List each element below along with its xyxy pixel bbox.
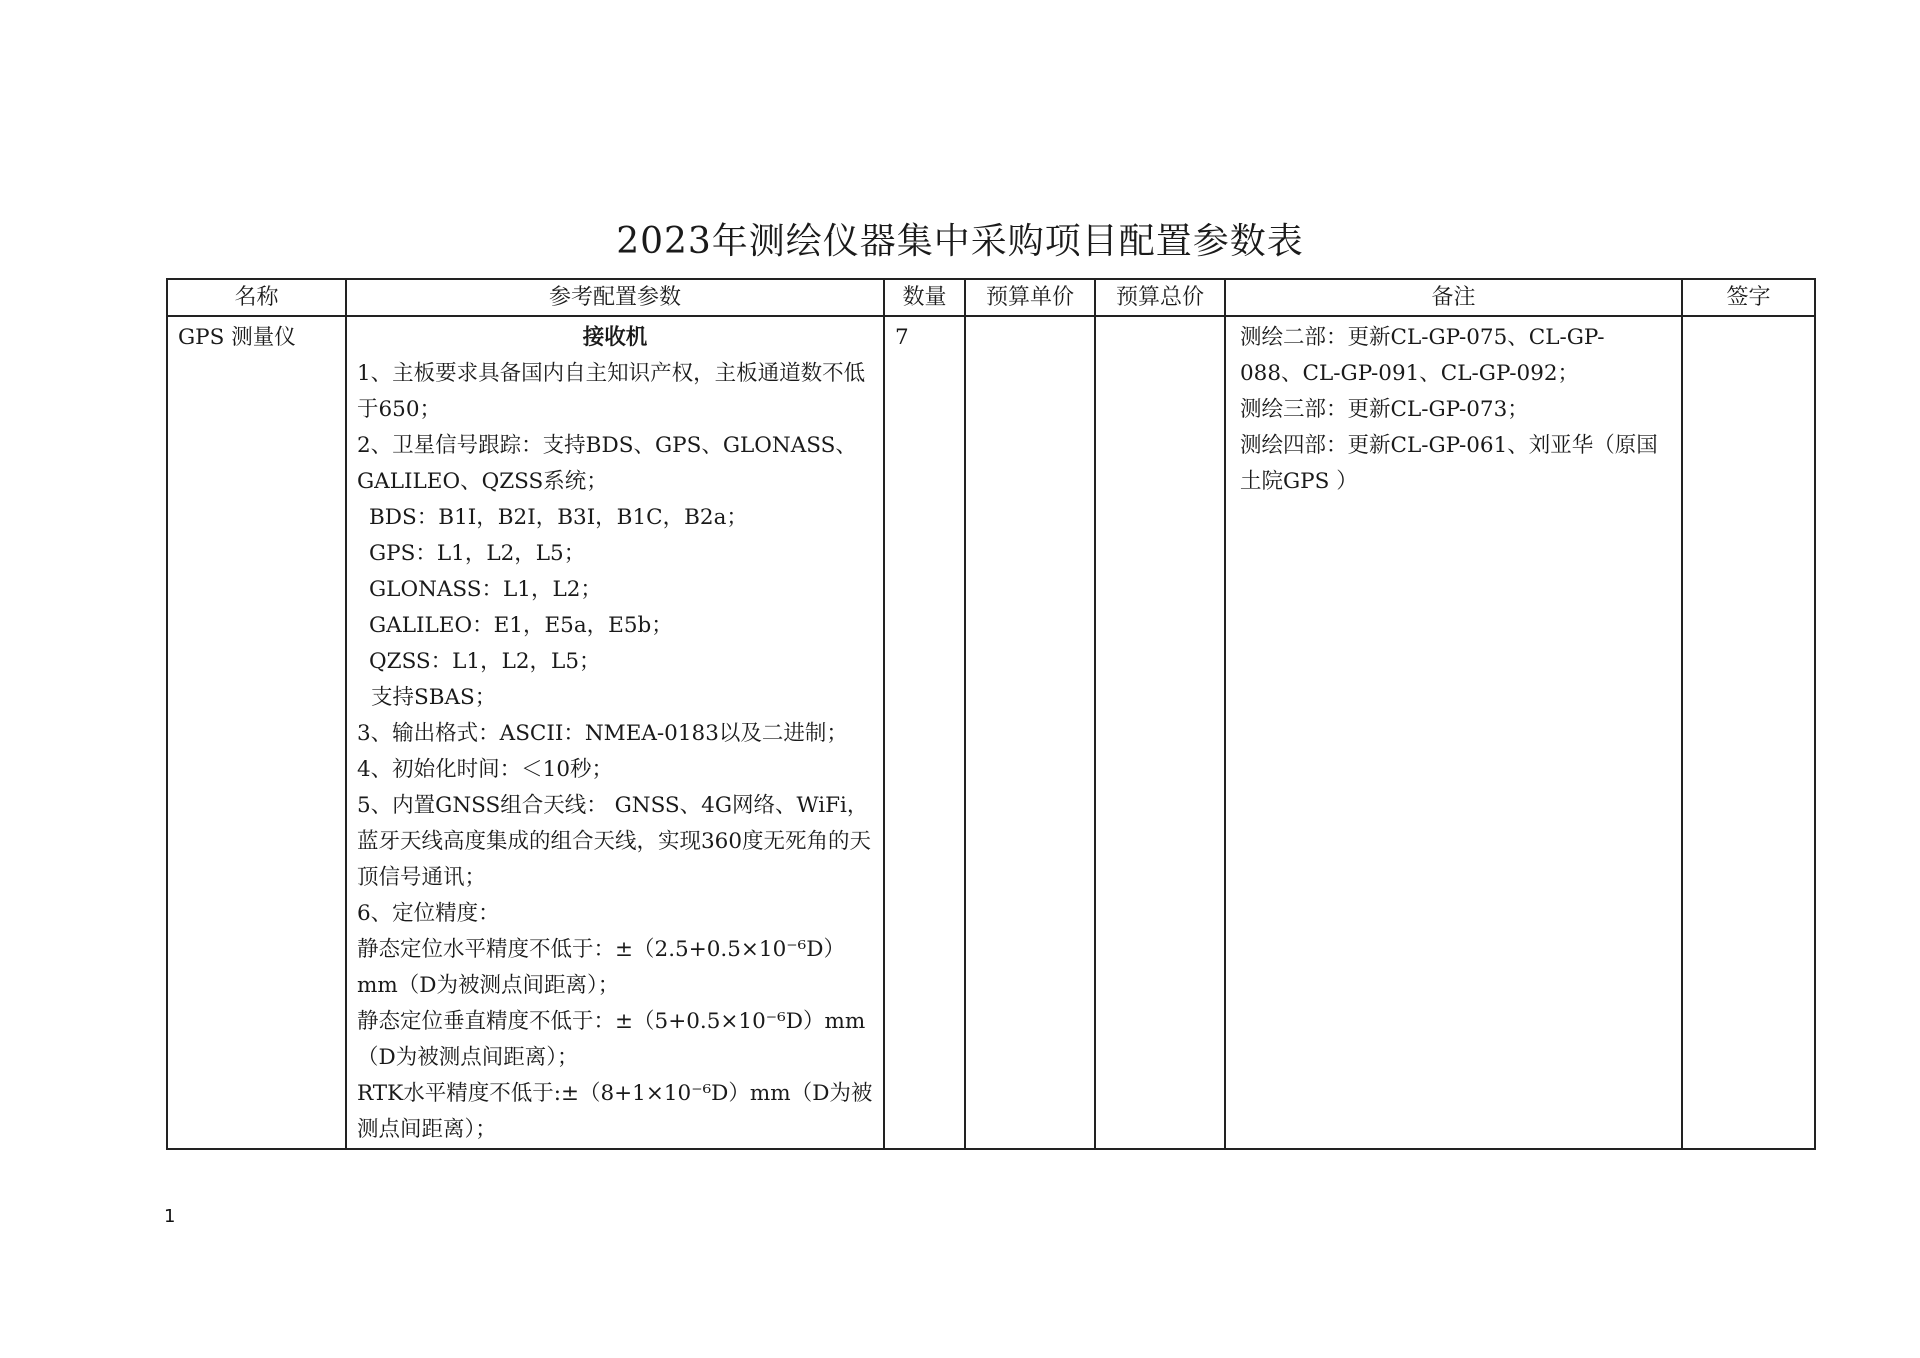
table-header-row [167, 279, 1815, 316]
header-unit-budget: 预算单价 [965, 279, 1095, 316]
param-line: 6、定位精度： [357, 901, 500, 926]
param-line: RTK水平精度不低于:±（8+1×10⁻⁶D）mm（D为被测点间距离）； [357, 1081, 873, 1142]
notes-list [1226, 317, 1681, 500]
header-notes: 备注 [1225, 279, 1682, 316]
table-row [167, 316, 1815, 1149]
page-title: 2023年测绘仪器集中采购项目配置参数表 [616, 221, 1304, 262]
cell-unit-budget [965, 316, 1095, 1149]
param-line: 静态定位水平精度不低于：±（2.5+0.5×10⁻⁶D）mm（D为被测点间距离）； [357, 937, 845, 998]
cell-notes [1225, 316, 1682, 1149]
unit-budget-value [966, 317, 1094, 320]
param-line: 2、卫星信号跟踪：支持BDS、GPS、GLONASS、GALILEO、QZSS系统； [357, 433, 857, 494]
param-line: 1、主板要求具备国内自主知识产权，主板通道数不低于650； [357, 361, 866, 422]
signature-value [1683, 317, 1814, 320]
param-line: GLONASS：L1，L2； [369, 577, 602, 602]
note-line: 测绘二部：更新CL-GP-075、CL-GP-088、CL-GP-091、CL-GP-092； [1240, 325, 1605, 386]
note-line: 测绘四部：更新CL-GP-061、刘亚华（原国土院GPS ） [1240, 433, 1658, 494]
param-line: GALILEO：E1，E5a，E5b； [369, 613, 673, 638]
param-line: QZSS：L1，L2，L5； [369, 649, 601, 674]
quantity-value: 7 [895, 325, 909, 350]
note-line: 测绘三部：更新CL-GP-073； [1240, 397, 1529, 422]
cell-params [346, 316, 884, 1149]
param-line: 支持SBAS； [371, 685, 497, 710]
header-signature: 签字 [1682, 279, 1815, 316]
param-line: GPS：L1，L2，L5； [369, 541, 586, 566]
param-line: 静态定位垂直精度不低于：±（5+0.5×10⁻⁶D）mm（D为被测点间距离）； [357, 1009, 866, 1070]
params-heading: 接收机 [582, 325, 648, 350]
item-name: GPS 测量仪 [178, 325, 296, 350]
header-total-budget: 预算总价 [1095, 279, 1225, 316]
header-name: 名称 [167, 279, 346, 316]
param-line: BDS：B1I，B2I，B3I，B1C，B2a； [369, 505, 748, 530]
page-number: 1 [164, 1206, 176, 1227]
header-quantity: 数量 [884, 279, 965, 316]
header-params: 参考配置参数 [346, 279, 884, 316]
cell-quantity [884, 316, 965, 1149]
param-line: 4、初始化时间：＜10秒； [357, 757, 614, 782]
config-parameter-table [166, 278, 1816, 1150]
cell-total-budget [1095, 316, 1225, 1149]
cell-name [167, 316, 346, 1149]
param-line: 5、内置GNSS组合天线： GNSS、4G网络、WiFi，蓝牙天线高度集成的组合天线，实现360度无死角的天顶信号通讯； [357, 793, 872, 890]
total-budget-value [1096, 317, 1224, 320]
param-list [347, 317, 883, 1148]
cell-signature [1682, 316, 1815, 1149]
param-line: 3、输出格式：ASCII：NMEA-0183以及二进制； [357, 721, 848, 746]
